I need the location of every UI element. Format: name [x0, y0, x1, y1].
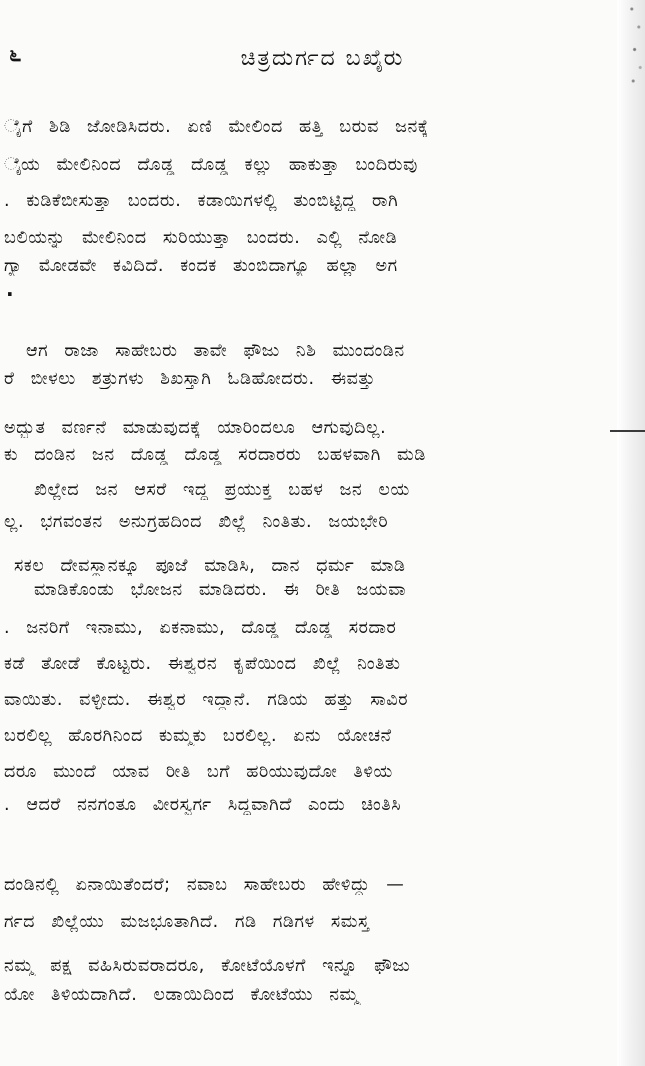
- margin-mark: [610, 430, 645, 432]
- text-line: ೈಗೆ ಶಿಡಿ ಜೋಡಿಸಿದರು. ಏಣಿ ಮೇಲಿಂದ ಹತ್ತಿ ಬರುವ ಜನಕ್ಕೆ: [4, 117, 429, 137]
- stray-mark: ·: [6, 282, 14, 306]
- scan-speckle: [629, 0, 643, 90]
- text-line: ಆಗ ರಾಜಾ ಸಾಹೇಬರು ತಾವೇ ಫೌಜು ನಿಶಿ ಮುಂದಂಡಿನ: [26, 341, 405, 361]
- text-line: ನಮ್ಮ ಪಕ್ಷ ವಹಿಸಿರುವರಾದರೂ, ಕೋಟೆಯೊಳಗೆ ಇನ್ನೂ ಫೌಜು: [4, 956, 411, 976]
- text-line: ಅದ್ಭುತ ವರ್ಣನೆ ಮಾಡುವುದಕ್ಕೆ ಯಾರಿಂದಲೂ ಆಗುವುದಿಲ್ಲ.: [4, 418, 387, 438]
- text-line: ರೆ ಬೀಳಲು ಶತ್ರುಗಳು ಶಿಖಸ್ತಾಗಿ ಓಡಿಹೋದರು. ಈವತ್ತು: [4, 369, 376, 389]
- text-line: ರ್ಗದ ಖಿಲ್ಲೆಯು ಮಜಭೂತಾಗಿದೆ. ಗಡಿ ಗಡಿಗಳ ಸಮಸ್ತ: [4, 912, 370, 932]
- text-line: ಗ್ಯಾ ಮೋಡವೇ ಕವಿದಿದೆ. ಕಂದಕ ತುಂಬಿದಾಗ್ಯೂ ಹಲ್ಲಾ ಅಗ: [4, 256, 398, 276]
- text-line: ದರೂ ಮುಂದೆ ಯಾವ ರೀತಿ ಬಗೆ ಹರಿಯುವುದೋ ತಿಳಿಯ: [4, 762, 393, 782]
- running-head-title: ಚಿತ್ರದುರ್ಗದ ಬಖೈರು: [240, 46, 405, 71]
- text-line: ವಾಯಿತು. ವಳ್ಳೀದು. ಈಶ್ವರ ಇದ್ದಾನೆ. ಗಡಿಯ ಹತ್ತು ಸಾವಿರ: [4, 690, 409, 710]
- text-line: ಸಕಲ ದೇವಸ್ಥಾನಕ್ಕೂ ಪೂಜೆ ಮಾಡಿಸಿ, ದಾನ ಧರ್ಮ ಮಾಡಿ: [14, 556, 406, 576]
- scan-edge-shadow: [617, 0, 645, 1066]
- text-line: ದಂಡಿನಲ್ಲಿ ಏನಾಯಿತೆಂದರೆ; ನವಾಬ ಸಾಹೇಬರು ಹೇಳಿದ್ದು —: [4, 875, 405, 895]
- text-line: ಬರಲಿಲ್ಲ ಹೊರಗಿನಿಂದ ಕುಮ್ಮಕು ಬರಲಿಲ್ಲ. ಏನು ಯೋಚನೆ: [4, 726, 392, 746]
- text-line: . ಜನರಿಗೆ ಇನಾಮು, ಏಕನಾಮು, ದೊಡ್ಡ ದೊಡ್ಡ ಸರದಾರ: [4, 618, 397, 638]
- text-line: . ಕುಡಿಕೆಬೀಸುತ್ತಾ ಬಂದರು. ಕಡಾಯಿಗಳಲ್ಲಿ ತುಂಬಿಟ್ಟಿದ್ದ ರಾಗಿ: [4, 191, 399, 211]
- text-line: ಬಲಿಯನ್ನು ಮೇಲಿನಿಂದ ಸುರಿಯುತ್ತಾ ಬಂದರು. ಎಲ್ಲಿ ನೋಡಿ: [4, 228, 398, 248]
- page-number: ೬: [9, 42, 22, 67]
- text-line: ಲ್ಲ. ಭಗವಂತನ ಅನುಗ್ರಹದಿಂದ ಖಿಲ್ಲೆ ನಿಂತಿತು. ಜಯಭೇರಿ: [4, 512, 389, 532]
- text-line: . ಆದರೆ ನನಗಂತೂ ವೀರಸ್ವರ್ಗ ಸಿದ್ಧವಾಗಿದೆ ಎಂದು ಚಿಂತಿಸಿ: [4, 795, 402, 815]
- text-line: ಯೋ ತಿಳಿಯದಾಗಿದೆ. ಲಡಾಯಿದಿಂದ ಕೋಟೆಯು ನಮ್ಮ: [4, 985, 360, 1005]
- text-line: ಕು ದಂಡಿನ ಜನ ದೊಡ್ಡ ದೊಡ್ಡ ಸರದಾರರು ಬಹಳವಾಗಿ ಮಡಿ: [4, 445, 426, 465]
- text-line: ೈಯ ಮೇಲಿನಿಂದ ದೊಡ್ಡ ದೊಡ್ಡ ಕಲ್ಲು ಹಾಕುತ್ತಾ ಬಂದಿರುವು: [4, 155, 418, 175]
- text-line: ಖಿಲ್ಲೇದ ಜನ ಆಸರೆ ಇದ್ದ ಪ್ರಯುಕ್ತ ಬಹಳ ಜನ ಲಯ: [34, 480, 410, 500]
- text-line: ಕಡೆ ತೋಡೆ ಕೊಟ್ಟರು. ಈಶ್ವರನ ಕೃಪೆಯಿಂದ ಖಿಲ್ಲೆ ನಿಂತಿತು: [4, 654, 401, 674]
- text-line: ಮಾಡಿಕೊಂಡು ಭೋಜನ ಮಾಡಿದರು. ಈ ರೀತಿ ಜಯವಾ: [34, 580, 407, 600]
